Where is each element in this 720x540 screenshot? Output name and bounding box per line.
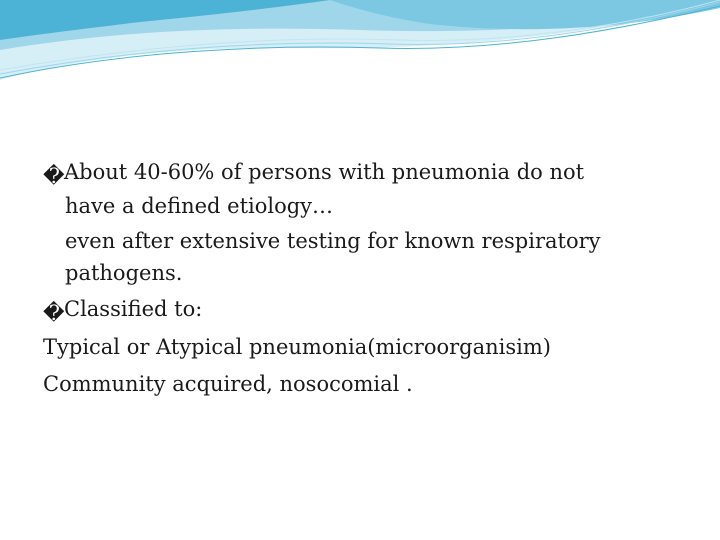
bullet-1-line-3: even after extensive testing for known respiratory — [65, 229, 601, 253]
bullet-2-line-1 — [43, 294, 202, 324]
bullet-1-line-2: have a defined etiology… — [65, 194, 334, 218]
plain-line-2: Community acquired, nosocomial . — [43, 372, 413, 396]
bullet-2-text-line-1: Classified to: — [64, 297, 203, 321]
bullet-1-glyph: � — [43, 164, 65, 188]
bullet-1-line-1 — [43, 157, 584, 187]
bullet-2-glyph: � — [43, 301, 65, 325]
header-wave-decoration — [0, 0, 720, 90]
bullet-1-text-line-1: About 40-60% of persons with pneumonia do not — [64, 160, 585, 184]
plain-line-1: Typical or Atypical pneumonia(microorganisim) — [43, 335, 551, 359]
bullet-1-line-4: pathogens. — [65, 261, 183, 285]
